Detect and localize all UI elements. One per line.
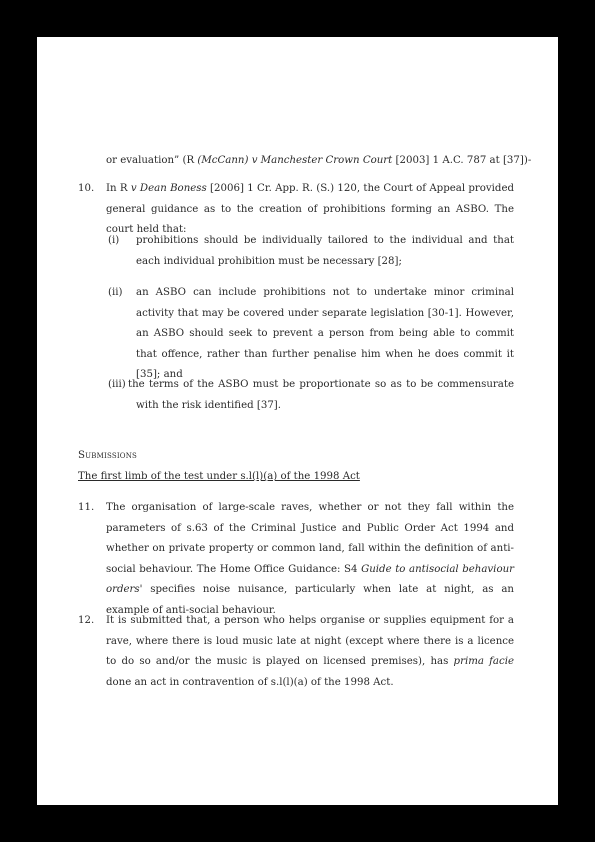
case-name: (McCann) v Manchester Crown Court (197, 155, 393, 166)
list-marker: (i) (108, 235, 120, 246)
paragraph-12-text: It is submitted that, a person who helps organise or supplies equipment for a rave, where there is loud music late at night (except where there is a licence to do so and/or the music is played on licensed premises), has prima facie done an act in contravention of s.l(l)(a) of the 1998 Act. (106, 615, 514, 688)
list-marker: (ii) (108, 287, 123, 298)
continuation-text: or evaluation” (R (McCann) v Manchester Crown Court [2003] 1 A.C. 787 at [37])- (106, 155, 532, 166)
document-page (37, 37, 558, 805)
paragraph-number: 11. (78, 502, 95, 513)
paragraph-number: 12. (78, 615, 95, 626)
list-marker: (iii) (108, 379, 126, 390)
document-title: Guide to antisocial behaviour orders' (106, 563, 515, 595)
paragraph-11-text: The organisation of large-scale raves, whether or not they fall within the parameters of s.63 of the Criminal Justice and Public Order Act 1994 and whether on private property or common land, fall within the definition of anti-social behaviour. The Home Office Guidance: S4 Guide to antisocial behaviour orders' specifies noise nuisance, particularly when late at night, as an example of anti-social behaviour. (106, 502, 515, 616)
paragraph-10-text: In R v Dean Boness [2006] 1 Cr. App. R. (S.) 120, the Court of Appeal provided general guidance as to the creation of prohibitions forming an ASBO. The court held that: (106, 183, 515, 235)
paragraph-number: 10. (78, 183, 95, 194)
list-item-text: the terms of the ASBO must be proportionate so as to be commensurate with the risk identified [37]. (128, 379, 514, 411)
subheading: The first limb of the test under s.l(l)(a) of the 1998 Act (78, 471, 360, 482)
list-item-text: prohibitions should be individually tailored to the individual and that each individual prohibition must be necessary [28]; (136, 235, 514, 267)
case-name: v Dean Boness (130, 183, 207, 194)
latin-term: prima facie (453, 656, 514, 667)
list-item-text: an ASBO can include prohibitions not to undertake minor criminal activity that may be covered under separate legislation [30-1]. However, an ASBO should seek to prevent a person from being able to commit that offence, rather than further penalise him when he does commit it [35]; and (136, 287, 514, 380)
section-heading: Submissions (78, 450, 138, 461)
